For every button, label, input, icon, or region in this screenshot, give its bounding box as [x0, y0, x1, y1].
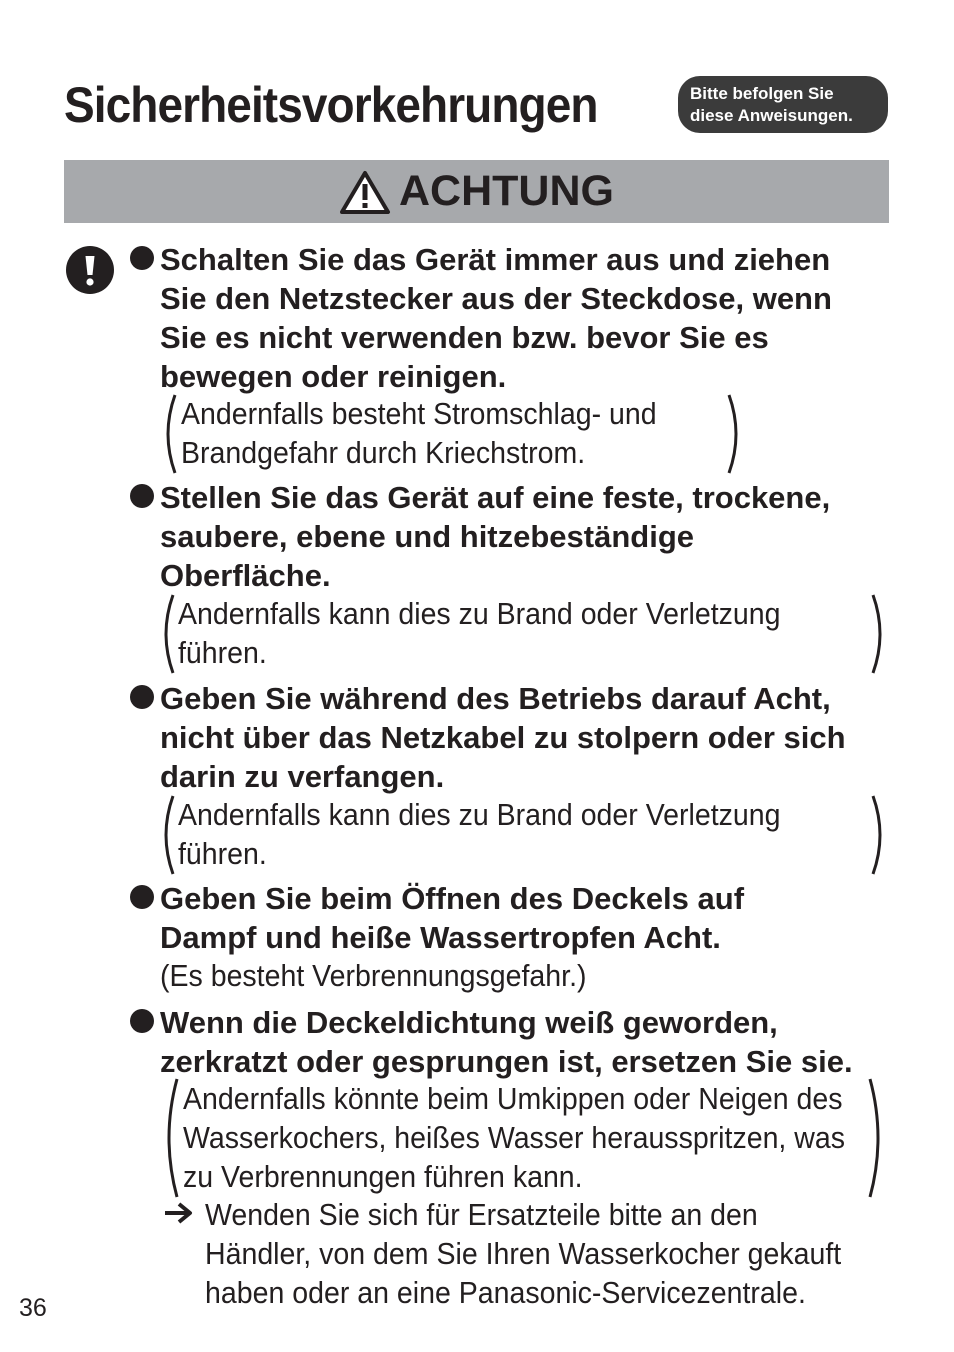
instruction-line: zerkratzt oder gesprungen ist, ersetzen Sie sie.: [160, 1044, 853, 1079]
consequence-note: [178, 594, 780, 672]
note-line: zu Verbrennungen führen kann.: [183, 1159, 583, 1194]
instruction-line: Geben Sie während des Betriebs darauf Acht,: [160, 681, 831, 716]
bullet-dot-icon: [130, 685, 154, 709]
instruction-line: Oberfläche.: [160, 558, 331, 593]
note-line: Wasserkochers, heißes Wasser herausspritzen, was: [183, 1120, 845, 1155]
note-line: Andernfalls könnte beim Umkippen oder Neigen des: [183, 1081, 843, 1116]
bullet-dot-icon: [130, 885, 154, 909]
note-line: Andernfalls kann dies zu Brand oder Verletzung: [178, 797, 781, 832]
badge-line: Bitte befolgen Sie: [690, 84, 834, 103]
safety-instruction: [160, 478, 830, 595]
note-line: Andernfalls kann dies zu Brand oder Verletzung: [178, 596, 781, 631]
mandatory-action-icon: [66, 246, 114, 294]
note-line: Brandgefahr durch Kriechstrom.: [181, 435, 586, 470]
bullet-dot-icon: [130, 1009, 154, 1033]
note-line: Andernfalls besteht Stromschlag- und: [181, 396, 657, 431]
warning-triangle-icon: [339, 169, 391, 215]
close-parenthesis: [866, 1077, 890, 1199]
open-parenthesis: [155, 593, 177, 675]
close-parenthesis: [869, 593, 891, 675]
consequence-note: [183, 1079, 845, 1196]
safety-instruction: [160, 679, 846, 796]
consequence-note: [178, 795, 780, 873]
open-parenthesis: [155, 794, 177, 876]
follow-instructions-badge: [678, 76, 888, 133]
note-line: führen.: [178, 836, 267, 871]
page-title: Sicherheitsvorkehrungen: [64, 77, 598, 133]
caution-header-bar: [64, 160, 889, 223]
instruction-line: Schalten Sie das Gerät immer aus und ziehen: [160, 242, 831, 277]
safety-instruction: [160, 879, 744, 957]
instruction-line: Sie es nicht verwenden bzw. bevor Sie es: [160, 320, 769, 355]
bullet-dot-icon: [130, 246, 154, 270]
note-line: führen.: [178, 635, 267, 670]
close-parenthesis: [869, 794, 891, 876]
arrow-right-icon: [163, 1198, 195, 1228]
instruction-line: Geben Sie beim Öffnen des Deckels auf: [160, 881, 745, 916]
note-line: (Es besteht Verbrennungsgefahr.): [160, 958, 587, 993]
open-parenthesis: [157, 393, 179, 475]
badge-line: diese Anweisungen.: [690, 106, 853, 125]
close-parenthesis: [725, 393, 747, 475]
consequence-note: [160, 956, 586, 995]
instruction-line: Stellen Sie das Gerät auf eine feste, trockene,: [160, 480, 831, 515]
instruction-line: saubere, ebene und hitzebeständige: [160, 519, 695, 554]
note-line: Händler, von dem Sie Ihren Wasserkocher gekauft: [205, 1236, 842, 1271]
service-hint: [205, 1195, 841, 1312]
instruction-line: Sie den Netzstecker aus der Steckdose, wenn: [160, 281, 832, 316]
instruction-line: Wenn die Deckeldichtung weiß geworden,: [160, 1005, 778, 1040]
instruction-line: darin zu verfangen.: [160, 759, 445, 794]
safety-instruction: [160, 240, 832, 396]
consequence-note: [181, 394, 657, 472]
page-number: 36: [19, 1294, 47, 1322]
open-parenthesis: [157, 1077, 181, 1199]
note-line: haben oder an eine Panasonic-Servicezentrale.: [205, 1275, 806, 1310]
safety-instruction: [160, 1003, 853, 1081]
instruction-line: bewegen oder reinigen.: [160, 359, 507, 394]
caution-label: ACHTUNG: [399, 167, 614, 215]
instruction-line: Dampf und heiße Wassertropfen Acht.: [160, 920, 721, 955]
note-line: Wenden Sie sich für Ersatzteile bitte an den: [205, 1197, 758, 1232]
instruction-line: nicht über das Netzkabel zu stolpern oder sich: [160, 720, 846, 755]
bullet-dot-icon: [130, 484, 154, 508]
